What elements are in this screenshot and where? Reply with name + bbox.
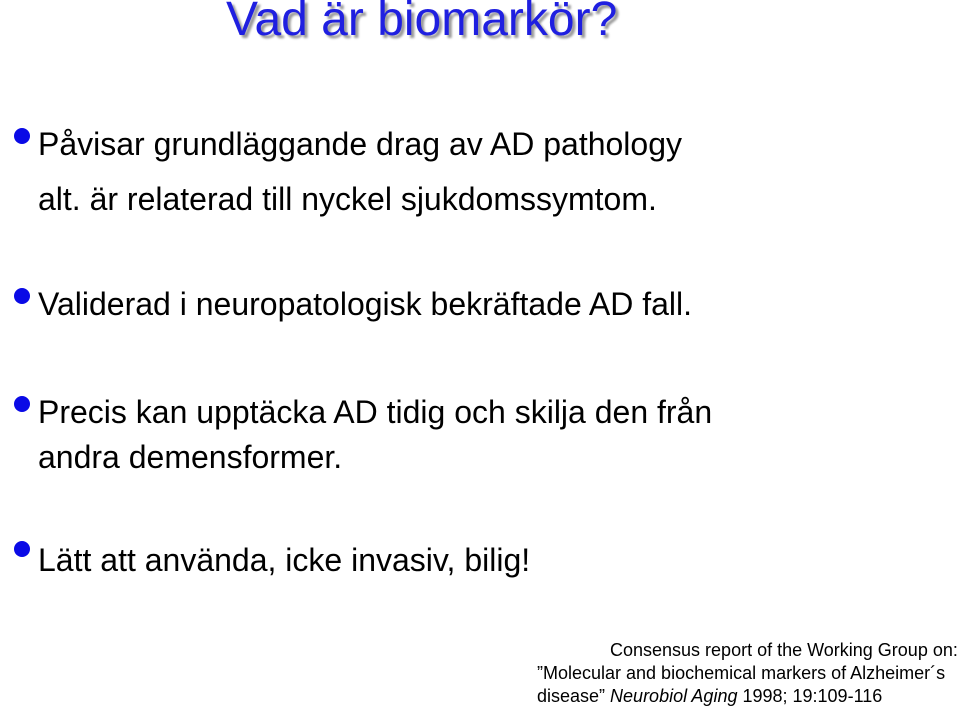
bullet-dot-icon [14,396,30,412]
reference-journal: Neurobiol Aging [610,686,738,706]
reference-line-3 [537,685,882,708]
reference-line-2: ”Molecular and biochemical markers of Alzheimer´s [537,663,946,683]
bullet-dot-icon [14,128,30,144]
bullet-1-line-2: alt. är relaterad till nyckel sjukdomssymtom. [38,181,657,217]
reference-line-1: Consensus report of the Working Group on: [610,640,958,660]
bullet-4-line-1: Lätt att använda, icke invasiv, bilig! [38,542,531,578]
bullet-dot-icon [14,288,30,304]
slide-title: Vad är biomarkör? [226,0,618,46]
reference-volume: 1998; 19:109-116 [737,686,883,706]
bullet-dot-icon [14,541,30,557]
bullet-2-line-1: Validerad i neuropatologisk bekräftade AD fall. [38,286,693,322]
bullet-3-line-2: andra demensformer. [38,439,343,475]
bullet-3-line-1: Precis kan upptäcka AD tidig och skilja den från [38,394,713,430]
reference-citation-text: disease” [537,686,611,706]
bullet-1-line-1: Påvisar grundläggande drag av AD pathology [38,126,682,162]
